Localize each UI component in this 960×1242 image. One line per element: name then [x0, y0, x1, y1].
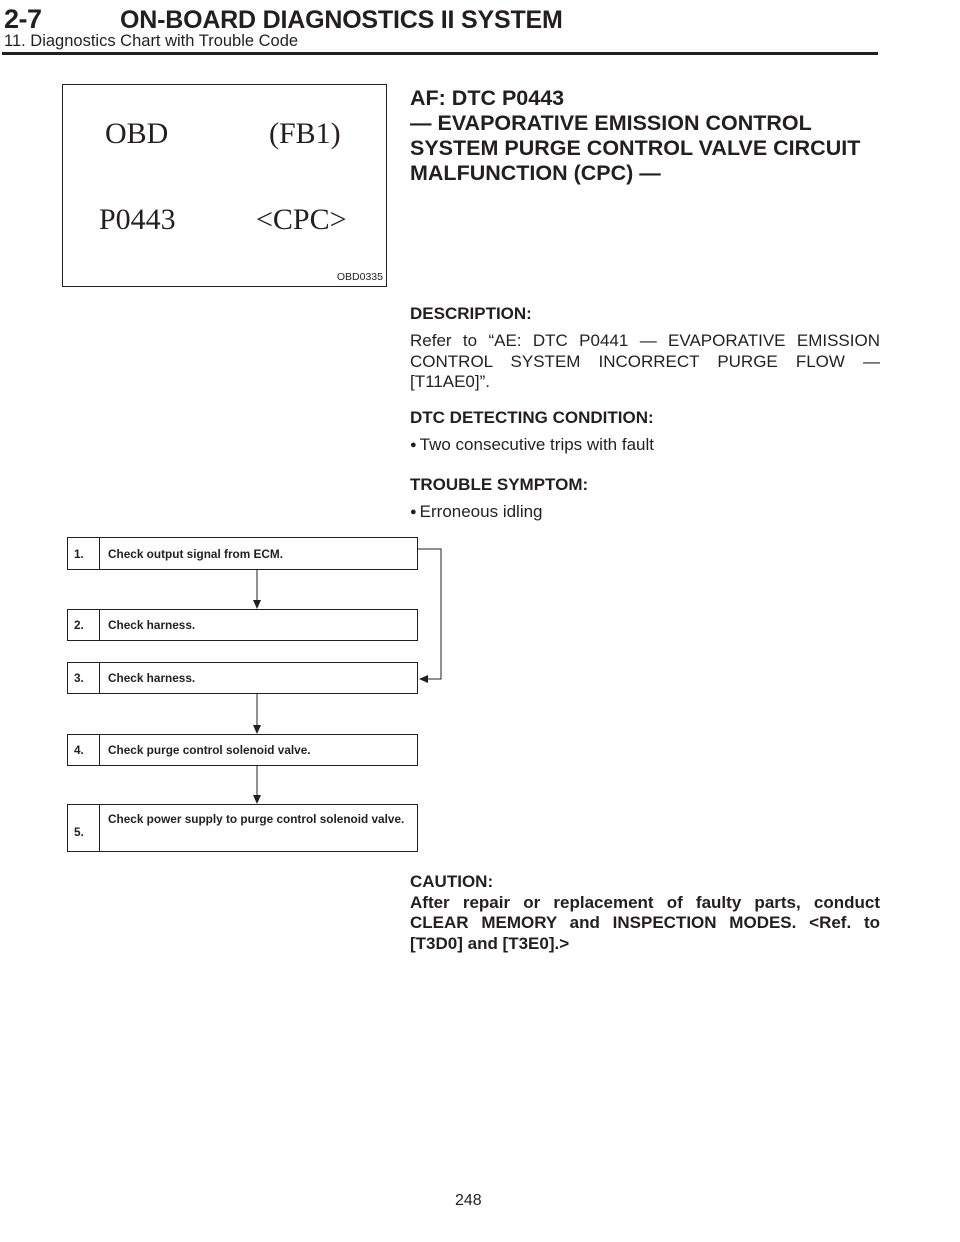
section-heading-line-1: AF: DTC P0443 — [410, 86, 565, 110]
caution-text: After repair or replacement of faulty parts, conduct CLEAR MEMORY and INSPECTION MODES. <Ref. to [T3D0] and [T3E0].> — [410, 892, 880, 953]
figure-id: OBD0335 — [336, 271, 383, 283]
bullet-icon: ● — [410, 439, 417, 451]
description-heading: DESCRIPTION: — [410, 304, 532, 323]
flow-step-number: 5. — [74, 825, 84, 839]
arrow-left-icon — [419, 675, 428, 683]
flow-step-4 — [67, 734, 418, 766]
section-title: ON-BOARD DIAGNOSTICS II SYSTEM — [120, 6, 563, 34]
figure-dtc-code: P0443 — [99, 203, 176, 236]
flow-step-number: 4. — [74, 743, 84, 757]
flow-step-label: Check output signal from ECM. — [108, 547, 283, 561]
caution-block — [410, 872, 880, 954]
arrow-down-icon — [253, 725, 261, 734]
detecting-condition-text: Two consecutive trips with fault — [419, 435, 654, 454]
section-number: 2-7 — [4, 4, 42, 34]
flow-step-label: Check purge control solenoid valve. — [108, 743, 311, 757]
subsection-title: 11. Diagnostics Chart with Trouble Code — [4, 32, 299, 50]
trouble-symptom-heading: TROUBLE SYMPTOM: — [410, 475, 589, 494]
page-number: 248 — [455, 1192, 482, 1209]
section-heading-line-4: MALFUNCTION (CPC) — — [410, 161, 661, 185]
flow-step-3 — [67, 662, 418, 694]
flow-step-label: Check power supply to purge control solenoid valve. — [108, 812, 405, 826]
figure-obd-label: OBD — [105, 117, 169, 150]
connector-1-3-bypass — [418, 549, 441, 679]
flow-step-2 — [67, 609, 418, 641]
description-text: Refer to “AE: DTC P0441 — EVAPORATIVE EMISSION CONTROL SYSTEM INCORRECT PURGE FLOW — [T11AE0]”. — [410, 331, 880, 391]
flow-step-1 — [67, 537, 418, 570]
flow-step-number: 3. — [74, 671, 84, 685]
section-heading-line-3: SYSTEM PURGE CONTROL VALVE CIRCUIT — [410, 136, 861, 160]
figure-fb1-label: (FB1) — [269, 117, 341, 150]
arrow-down-icon — [253, 795, 261, 804]
flow-step-label: Check harness. — [108, 618, 196, 632]
figure-cpc-label: <CPC> — [256, 203, 347, 236]
caution-heading: CAUTION: — [410, 872, 494, 891]
flow-step-label: Check harness. — [108, 671, 196, 685]
flow-step-number: 1. — [74, 547, 84, 561]
flow-step-5 — [67, 804, 418, 852]
trouble-symptom-text: Erroneous idling — [419, 502, 543, 521]
section-heading-line-2: — EVAPORATIVE EMISSION CONTROL — [410, 111, 812, 135]
bullet-icon: ● — [410, 506, 417, 518]
arrow-down-icon — [253, 600, 261, 609]
detecting-condition-heading: DTC DETECTING CONDITION: — [410, 408, 654, 427]
flow-step-number: 2. — [74, 618, 84, 632]
